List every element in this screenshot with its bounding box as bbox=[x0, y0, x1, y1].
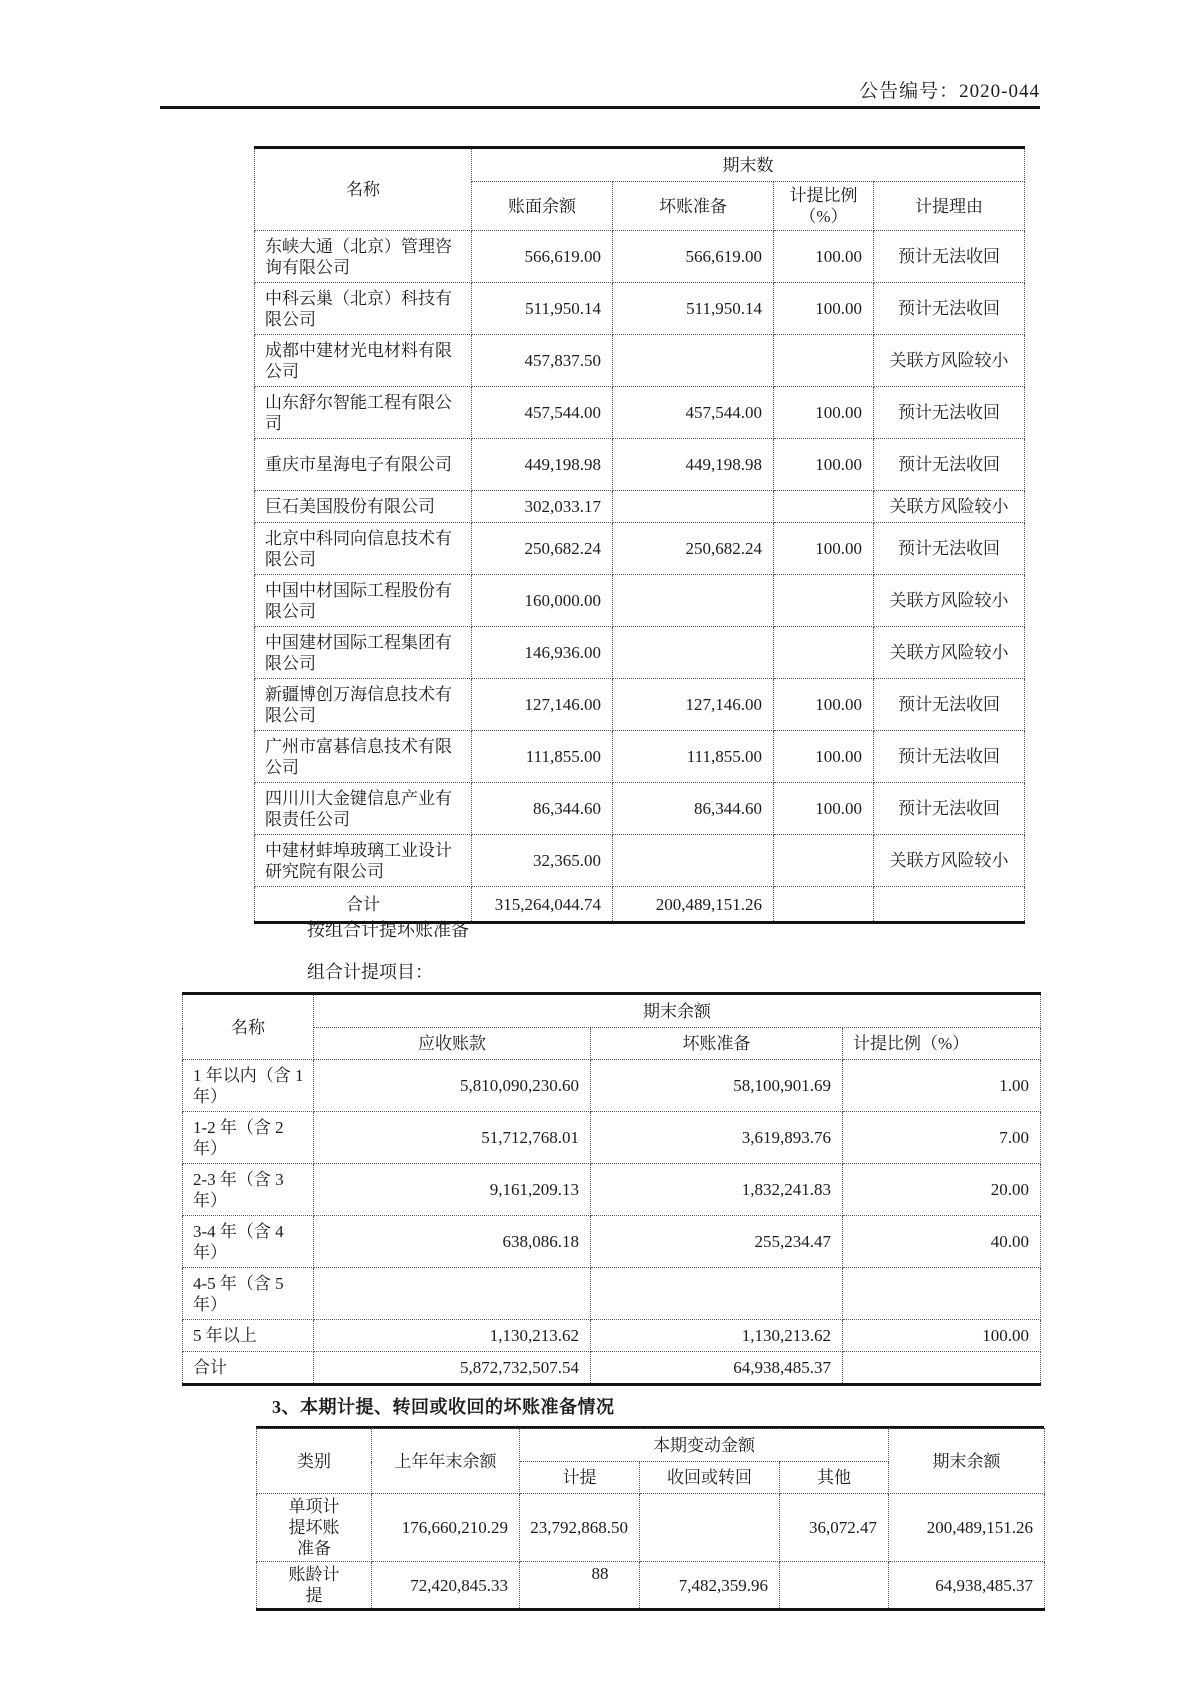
category-cell: 单项计提坏账准备 bbox=[257, 1494, 372, 1562]
other-cell: 36,072.47 bbox=[780, 1494, 889, 1562]
ratio-cell bbox=[774, 575, 874, 627]
book-balance-cell: 566,619.00 bbox=[472, 231, 613, 283]
individual-provision-table bbox=[254, 146, 1025, 924]
t1-row bbox=[255, 835, 1025, 887]
t1-row bbox=[255, 627, 1025, 679]
provision-cell: 3,619,893.76 bbox=[591, 1112, 843, 1164]
t2-row bbox=[183, 1164, 1041, 1216]
ratio-cell bbox=[774, 627, 874, 679]
movement-section-heading: 3、本期计提、转回或收回的坏账准备情况 bbox=[256, 1393, 1044, 1429]
reason-cell: 预计无法收回 bbox=[874, 231, 1025, 283]
t3-header-change-group: 本期变动金额 bbox=[520, 1429, 889, 1462]
total-reason-cell bbox=[874, 887, 1025, 923]
book-balance-cell: 250,682.24 bbox=[472, 523, 613, 575]
t1-row bbox=[255, 231, 1025, 283]
t1-header-provision: 坏账准备 bbox=[613, 182, 774, 231]
t2-header-row-1 bbox=[183, 994, 1041, 1028]
provision-cell bbox=[613, 627, 774, 679]
period-end-cell: 200,489,151.26 bbox=[889, 1494, 1045, 1562]
company-name-cell: 成都中建材光电材料有限公司 bbox=[255, 335, 472, 387]
t1-header-period-end-group: 期末数 bbox=[472, 148, 1025, 182]
company-name-cell: 山东舒尔智能工程有限公司 bbox=[255, 387, 472, 439]
t1-header-row-1 bbox=[255, 148, 1025, 182]
provision-cell: 58,100,901.69 bbox=[591, 1060, 843, 1112]
reason-cell: 关联方风险较小 bbox=[874, 335, 1025, 387]
company-name-cell: 中科云巢（北京）科技有限公司 bbox=[255, 283, 472, 335]
total-provision-cell: 64,938,485.37 bbox=[591, 1352, 843, 1385]
aging-bucket-cell: 3-4 年（含 4 年） bbox=[183, 1216, 314, 1268]
reason-cell: 关联方风险较小 bbox=[874, 627, 1025, 679]
t2-row bbox=[183, 1216, 1041, 1268]
provision-cell: 1,832,241.83 bbox=[591, 1164, 843, 1216]
total-label-cell: 合计 bbox=[183, 1352, 314, 1385]
book-balance-cell: 160,000.00 bbox=[472, 575, 613, 627]
total-book-balance-cell: 315,264,044.74 bbox=[472, 887, 613, 923]
prev-year-end-cell: 176,660,210.29 bbox=[372, 1494, 520, 1562]
t2-row bbox=[183, 1320, 1041, 1352]
recovered-cell: 7,482,359.96 bbox=[640, 1562, 780, 1610]
ratio-cell: 1.00 bbox=[843, 1060, 1041, 1112]
total-label-cell: 合计 bbox=[255, 887, 472, 923]
book-balance-cell: 511,950.14 bbox=[472, 283, 613, 335]
t1-row bbox=[255, 523, 1025, 575]
book-balance-cell: 32,365.00 bbox=[472, 835, 613, 887]
aging-table bbox=[182, 992, 1041, 1386]
reason-cell: 预计无法收回 bbox=[874, 783, 1025, 835]
company-name-cell: 重庆市星海电子有限公司 bbox=[255, 439, 472, 491]
reason-cell: 关联方风险较小 bbox=[874, 491, 1025, 523]
ratio-cell bbox=[774, 835, 874, 887]
provision-cell: 511,950.14 bbox=[613, 283, 774, 335]
t1-header-ratio bbox=[774, 182, 874, 231]
t1-header-ratio-line2: （%） bbox=[799, 207, 848, 226]
total-ratio-cell bbox=[774, 887, 874, 923]
book-balance-cell: 457,544.00 bbox=[472, 387, 613, 439]
period-end-cell: 64,938,485.37 bbox=[889, 1562, 1045, 1610]
company-name-cell: 巨石美国股份有限公司 bbox=[255, 491, 472, 523]
group-method-title: 按组合计提坏账准备 bbox=[307, 920, 469, 940]
book-balance-cell: 449,198.98 bbox=[472, 439, 613, 491]
provision-cell: 255,234.47 bbox=[591, 1216, 843, 1268]
header-rule bbox=[160, 106, 1040, 109]
company-name-cell: 北京中科同向信息技术有限公司 bbox=[255, 523, 472, 575]
book-balance-cell: 86,344.60 bbox=[472, 783, 613, 835]
t1-header-reason: 计提理由 bbox=[874, 182, 1025, 231]
ratio-cell: 100.00 bbox=[774, 731, 874, 783]
reason-cell: 关联方风险较小 bbox=[874, 575, 1025, 627]
receivable-cell: 5,810,090,230.60 bbox=[314, 1060, 591, 1112]
company-name-cell: 中建材蚌埠玻璃工业设计研究院有限公司 bbox=[255, 835, 472, 887]
ratio-cell bbox=[774, 335, 874, 387]
provision-cell bbox=[591, 1268, 843, 1320]
t2-header-ratio: 计提比例（%） bbox=[843, 1028, 1041, 1060]
book-balance-cell: 302,033.17 bbox=[472, 491, 613, 523]
ratio-cell: 7.00 bbox=[843, 1112, 1041, 1164]
company-name-cell: 新疆博创万海信息技术有限公司 bbox=[255, 679, 472, 731]
receivable-cell: 638,086.18 bbox=[314, 1216, 591, 1268]
provision-cell bbox=[613, 335, 774, 387]
t1-row bbox=[255, 283, 1025, 335]
t1-row bbox=[255, 679, 1025, 731]
t3-header-row-1 bbox=[257, 1429, 1045, 1462]
t2-row bbox=[183, 1268, 1041, 1320]
total-ratio-cell bbox=[843, 1352, 1041, 1385]
reason-cell: 预计无法收回 bbox=[874, 439, 1025, 491]
t1-header-name: 名称 bbox=[255, 148, 472, 231]
reason-cell: 预计无法收回 bbox=[874, 387, 1025, 439]
t2-header-period-end-group: 期末余额 bbox=[314, 994, 1041, 1028]
reason-cell: 预计无法收回 bbox=[874, 523, 1025, 575]
category-cell: 账龄计提 bbox=[257, 1562, 372, 1610]
accrued-cell: 23,792,868.50 bbox=[520, 1494, 640, 1562]
prev-year-end-cell: 72,420,845.33 bbox=[372, 1562, 520, 1610]
ratio-cell: 100.00 bbox=[774, 679, 874, 731]
provision-cell: 449,198.98 bbox=[613, 439, 774, 491]
t3-header-prev-year-end: 上年年末余额 bbox=[372, 1429, 520, 1494]
doc-number: 公告编号：2020-044 bbox=[859, 81, 1040, 102]
book-balance-cell: 127,146.00 bbox=[472, 679, 613, 731]
company-name-cell: 中国中材国际工程股份有限公司 bbox=[255, 575, 472, 627]
company-name-cell: 中国建材国际工程集团有限公司 bbox=[255, 627, 472, 679]
book-balance-cell: 111,855.00 bbox=[472, 731, 613, 783]
ratio-cell: 100.00 bbox=[774, 283, 874, 335]
t2-header-receivable: 应收账款 bbox=[314, 1028, 591, 1060]
t2-header-name: 名称 bbox=[183, 994, 314, 1060]
recovered-cell bbox=[640, 1494, 780, 1562]
receivable-cell bbox=[314, 1268, 591, 1320]
book-balance-cell: 457,837.50 bbox=[472, 335, 613, 387]
t3-header-accrued: 计提 bbox=[520, 1462, 640, 1494]
provision-cell: 566,619.00 bbox=[613, 231, 774, 283]
company-name-cell: 四川川大金键信息产业有限责任公司 bbox=[255, 783, 472, 835]
ratio-cell bbox=[843, 1268, 1041, 1320]
provision-cell: 457,544.00 bbox=[613, 387, 774, 439]
reason-cell: 预计无法收回 bbox=[874, 283, 1025, 335]
ratio-cell bbox=[774, 491, 874, 523]
receivable-cell: 1,130,213.62 bbox=[314, 1320, 591, 1352]
total-receivable-cell: 5,872,732,507.54 bbox=[314, 1352, 591, 1385]
ratio-cell: 100.00 bbox=[774, 387, 874, 439]
ratio-cell: 20.00 bbox=[843, 1164, 1041, 1216]
company-name-cell: 广州市富碁信息技术有限公司 bbox=[255, 731, 472, 783]
t1-row bbox=[255, 575, 1025, 627]
ratio-cell: 100.00 bbox=[774, 783, 874, 835]
t1-row bbox=[255, 491, 1025, 523]
t2-row bbox=[183, 1112, 1041, 1164]
book-balance-cell: 146,936.00 bbox=[472, 627, 613, 679]
receivable-cell: 51,712,768.01 bbox=[314, 1112, 591, 1164]
reason-cell: 关联方风险较小 bbox=[874, 835, 1025, 887]
provision-cell: 250,682.24 bbox=[613, 523, 774, 575]
aging-bucket-cell: 4-5 年（含 5 年） bbox=[183, 1268, 314, 1320]
t1-row bbox=[255, 783, 1025, 835]
t3-header-period-end: 期末余额 bbox=[889, 1429, 1045, 1494]
aging-bucket-cell: 5 年以上 bbox=[183, 1320, 314, 1352]
group-items-label: 组合计提项目： bbox=[307, 962, 433, 982]
t1-row bbox=[255, 387, 1025, 439]
t3-row bbox=[257, 1494, 1045, 1562]
receivable-cell: 9,161,209.13 bbox=[314, 1164, 591, 1216]
t3-header-other: 其他 bbox=[780, 1462, 889, 1494]
t3-header-category: 类别 bbox=[257, 1429, 372, 1494]
t1-header-ratio-line1: 计提比例 bbox=[789, 186, 858, 205]
provision-cell: 86,344.60 bbox=[613, 783, 774, 835]
t1-row bbox=[255, 335, 1025, 387]
company-name-cell: 东峡大通（北京）管理咨询有限公司 bbox=[255, 231, 472, 283]
provision-cell bbox=[613, 491, 774, 523]
ratio-cell: 100.00 bbox=[774, 439, 874, 491]
aging-bucket-cell: 2-3 年（含 3 年） bbox=[183, 1164, 314, 1216]
t3-header-recovered: 收回或转回 bbox=[640, 1462, 780, 1494]
reason-cell: 预计无法收回 bbox=[874, 731, 1025, 783]
t1-row bbox=[255, 731, 1025, 783]
provision-cell: 1,130,213.62 bbox=[591, 1320, 843, 1352]
provision-cell bbox=[613, 835, 774, 887]
ratio-cell: 100.00 bbox=[843, 1320, 1041, 1352]
ratio-cell: 100.00 bbox=[774, 523, 874, 575]
provision-cell: 111,855.00 bbox=[613, 731, 774, 783]
total-provision-cell: 200,489,151.26 bbox=[613, 887, 774, 923]
aging-bucket-cell: 1-2 年（含 2 年） bbox=[183, 1112, 314, 1164]
t2-total-row bbox=[183, 1352, 1041, 1385]
provision-cell bbox=[613, 575, 774, 627]
t2-row bbox=[183, 1060, 1041, 1112]
page-number: 88 bbox=[591, 1564, 609, 1583]
t1-header-book-balance: 账面余额 bbox=[472, 182, 613, 231]
t1-row bbox=[255, 439, 1025, 491]
ratio-cell: 100.00 bbox=[774, 231, 874, 283]
provision-cell: 127,146.00 bbox=[613, 679, 774, 731]
ratio-cell: 40.00 bbox=[843, 1216, 1041, 1268]
aging-bucket-cell: 1 年以内（含 1 年） bbox=[183, 1060, 314, 1112]
t2-header-provision: 坏账准备 bbox=[591, 1028, 843, 1060]
reason-cell: 预计无法收回 bbox=[874, 679, 1025, 731]
